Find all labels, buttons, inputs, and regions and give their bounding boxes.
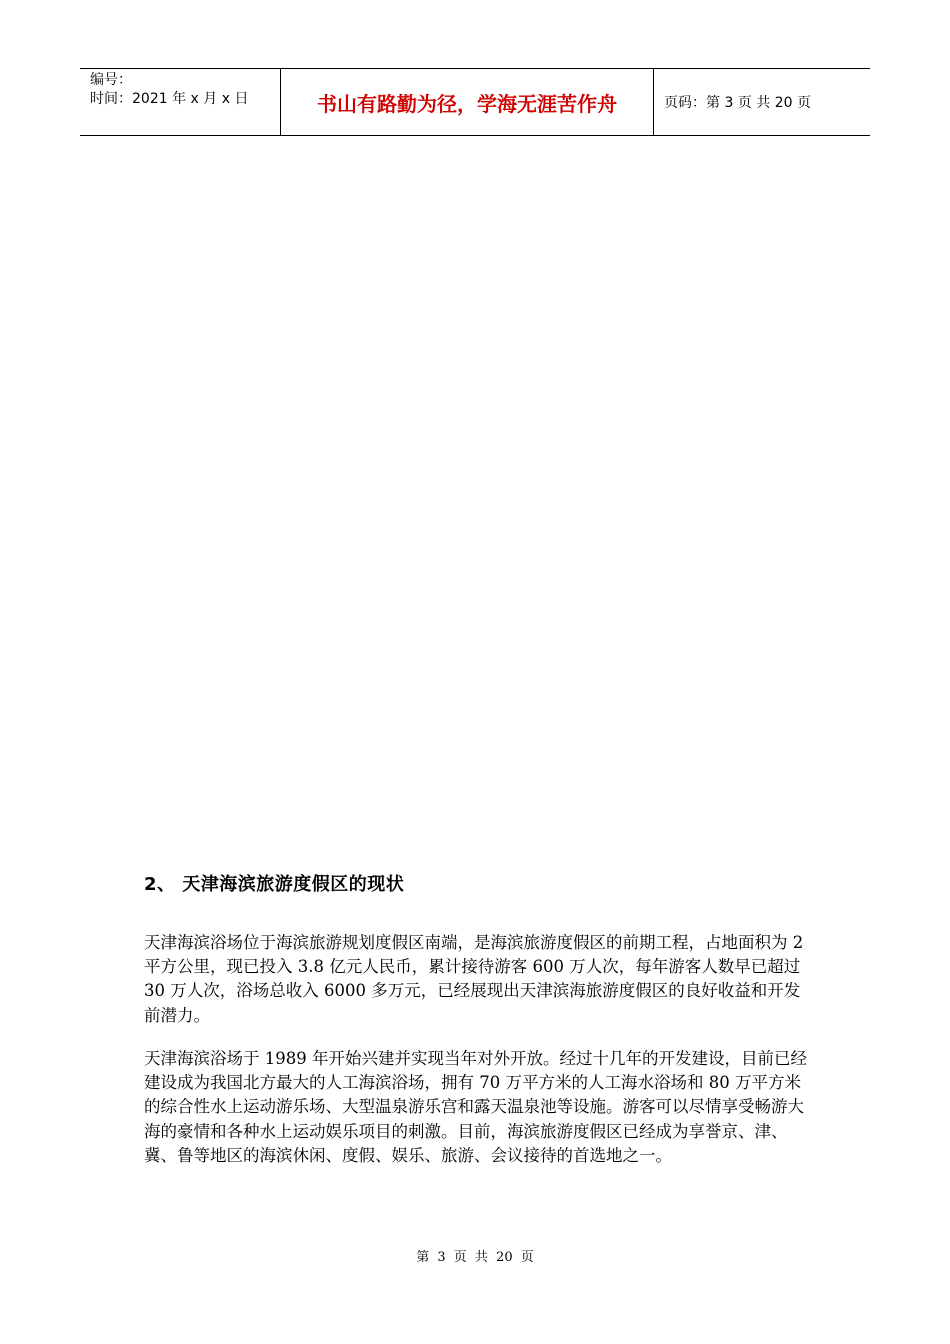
page-footer: 第 3 页 共 20 页 (416, 1250, 534, 1265)
header-motto: 书山有路勤为径，学海无涯苦作舟 (281, 69, 654, 135)
date-label: 时间：2021 年 x 月 x 日 (90, 91, 249, 107)
section-heading: 2、 天津海滨旅游度假区的现状 (144, 874, 405, 895)
paragraph: 天津海滨浴场位于海滨旅游规划度假区南端，是海滨旅游度假区的前期工程，占地面积为 2 平方公里，现已投入 3.8 亿元人民币，累计接待游客 600 万人次，每年游客人数早已超过 30 万人次，浴场总收入 6000 多万元，已经展现出天津滨海旅游度假区的良好收益和开发前潜力。 (144, 933, 804, 1025)
paragraph: 天津海滨浴场于 1989 年开始兴建并实现当年对外开放。经过十几年的开发建设，目前已经建设成为我国北方最大的人工海滨浴场，拥有 70 万平方米的人工海水浴场和 80 万平方米的综合性水上运动游乐场、大型温泉游乐宫和露天温泉池等设施。游客可以尽情享受畅游大海的豪情和各种水上运动娱乐项目的刺激。目前，海滨旅游度假区已经成为享誉京、津、冀、鲁等地区的海滨休闲、度假、娱乐、旅游、会议接待的首选地之一。 (144, 1049, 807, 1165)
document-header (80, 68, 870, 136)
header-page-info: 页码：第 3 页 共 20 页 (664, 95, 811, 111)
header-meta-cell (80, 69, 281, 135)
number-label: 编号： (90, 72, 132, 88)
